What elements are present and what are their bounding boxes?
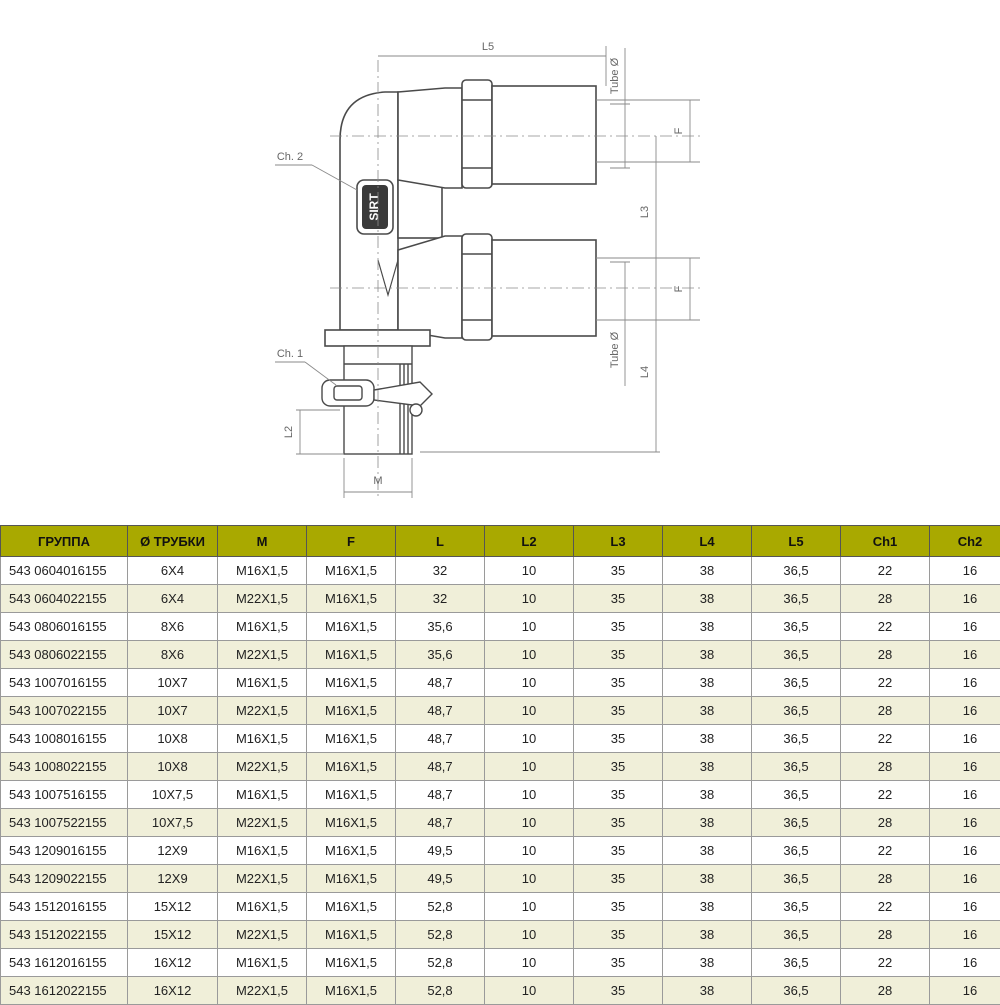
table-cell: M22X1,5 xyxy=(218,697,307,725)
table-cell: 543 1008016155 xyxy=(1,725,128,753)
table-cell: M22X1,5 xyxy=(218,977,307,1005)
table-cell: 16 xyxy=(930,669,1000,697)
table-cell: 10 xyxy=(485,725,574,753)
table-header-row xyxy=(1,526,1000,557)
table-cell: 16 xyxy=(930,557,1000,585)
table-cell: 48,7 xyxy=(396,753,485,781)
table-cell: 10X8 xyxy=(128,753,218,781)
table-cell: 48,7 xyxy=(396,669,485,697)
specification-table xyxy=(0,525,1000,1005)
table-cell: 16X12 xyxy=(128,949,218,977)
table-cell: 35,6 xyxy=(396,641,485,669)
brand-text: SIRT xyxy=(367,193,381,221)
table-cell: 22 xyxy=(841,669,930,697)
table-cell: 543 1007022155 xyxy=(1,697,128,725)
table-cell: M22X1,5 xyxy=(218,921,307,949)
table-cell: M16X1,5 xyxy=(218,837,307,865)
table-cell: 22 xyxy=(841,837,930,865)
table-cell: M16X1,5 xyxy=(307,865,396,893)
table-cell: 52,8 xyxy=(396,921,485,949)
table-cell: 10 xyxy=(485,893,574,921)
table-cell: 48,7 xyxy=(396,781,485,809)
table-cell: 543 1612022155 xyxy=(1,977,128,1005)
table-cell: 16 xyxy=(930,613,1000,641)
table-row xyxy=(1,921,1000,949)
table-cell: 15X12 xyxy=(128,921,218,949)
table-cell: 38 xyxy=(663,837,752,865)
table-cell: 36,5 xyxy=(752,837,841,865)
table-cell: 22 xyxy=(841,949,930,977)
label-tube-bottom: Tube Ø xyxy=(609,331,621,368)
table-cell: 10X8 xyxy=(128,725,218,753)
table-cell: M16X1,5 xyxy=(307,697,396,725)
table-cell: 16 xyxy=(930,725,1000,753)
table-cell: 22 xyxy=(841,725,930,753)
table-cell: 38 xyxy=(663,949,752,977)
table-cell: 543 1512016155 xyxy=(1,893,128,921)
table-cell: 16 xyxy=(930,781,1000,809)
bottom-nut xyxy=(462,234,596,340)
table-cell: 48,7 xyxy=(396,809,485,837)
table-cell: M16X1,5 xyxy=(307,557,396,585)
table-cell: M16X1,5 xyxy=(307,753,396,781)
table-cell: 38 xyxy=(663,753,752,781)
table-cell: 10X7,5 xyxy=(128,781,218,809)
table-cell: 28 xyxy=(841,809,930,837)
table-row xyxy=(1,865,1000,893)
label-ch2: Ch. 2 xyxy=(277,151,303,163)
table-cell: 16 xyxy=(930,585,1000,613)
label-tube-top: Tube Ø xyxy=(609,57,621,94)
table-cell: 48,7 xyxy=(396,697,485,725)
table-cell: 38 xyxy=(663,725,752,753)
table-cell: M16X1,5 xyxy=(218,557,307,585)
table-cell: 35 xyxy=(574,949,663,977)
table-row xyxy=(1,781,1000,809)
table-cell: 36,5 xyxy=(752,809,841,837)
table-cell: 22 xyxy=(841,781,930,809)
table-cell: 22 xyxy=(841,893,930,921)
table-cell: 28 xyxy=(841,585,930,613)
column-header: Ø ТРУБКИ xyxy=(128,526,218,557)
table-cell: 38 xyxy=(663,977,752,1005)
label-f-bottom: F xyxy=(673,285,685,292)
table-cell: 10X7 xyxy=(128,697,218,725)
label-l2: L2 xyxy=(283,426,295,438)
column-header: L5 xyxy=(752,526,841,557)
table-cell: 10 xyxy=(485,781,574,809)
table-cell: 16 xyxy=(930,641,1000,669)
table-cell: 36,5 xyxy=(752,669,841,697)
table-body xyxy=(1,557,1000,1005)
table-cell: 38 xyxy=(663,641,752,669)
table-row xyxy=(1,613,1000,641)
table-cell: 36,5 xyxy=(752,949,841,977)
table-cell: 35 xyxy=(574,697,663,725)
table-cell: 543 0604022155 xyxy=(1,585,128,613)
table-cell: 10 xyxy=(485,641,574,669)
table-row xyxy=(1,585,1000,613)
table-cell: 38 xyxy=(663,809,752,837)
table-cell: 36,5 xyxy=(752,613,841,641)
table-cell: 16 xyxy=(930,753,1000,781)
table-cell: 52,8 xyxy=(396,893,485,921)
table-cell: M22X1,5 xyxy=(218,641,307,669)
table-cell: 543 1512022155 xyxy=(1,921,128,949)
table-cell: 16 xyxy=(930,977,1000,1005)
label-m: M xyxy=(373,475,382,487)
table-cell: 38 xyxy=(663,585,752,613)
brand-badge xyxy=(357,180,393,234)
table-row xyxy=(1,837,1000,865)
table-cell: 52,8 xyxy=(396,977,485,1005)
table-cell: 10 xyxy=(485,977,574,1005)
table-row xyxy=(1,725,1000,753)
table-cell: 543 1007516155 xyxy=(1,781,128,809)
table-cell: 543 1007522155 xyxy=(1,809,128,837)
table-cell: M16X1,5 xyxy=(307,781,396,809)
table-cell: M16X1,5 xyxy=(307,725,396,753)
table-cell: 35 xyxy=(574,613,663,641)
table-cell: 28 xyxy=(841,641,930,669)
table-cell: 35 xyxy=(574,641,663,669)
table-cell: 36,5 xyxy=(752,725,841,753)
table-cell: 543 1007016155 xyxy=(1,669,128,697)
table-cell: 36,5 xyxy=(752,977,841,1005)
column-header: L4 xyxy=(663,526,752,557)
label-l4: L4 xyxy=(639,366,651,378)
table-row xyxy=(1,697,1000,725)
column-header: Ch1 xyxy=(841,526,930,557)
table-cell: 35 xyxy=(574,809,663,837)
table-cell: 38 xyxy=(663,697,752,725)
table-cell: 38 xyxy=(663,921,752,949)
column-header: M xyxy=(218,526,307,557)
label-ch1: Ch. 1 xyxy=(277,348,303,360)
table-cell: M22X1,5 xyxy=(218,809,307,837)
table-cell: 35 xyxy=(574,753,663,781)
table-cell: 16 xyxy=(930,809,1000,837)
table-cell: M22X1,5 xyxy=(218,865,307,893)
table-cell: 10X7,5 xyxy=(128,809,218,837)
column-header: F xyxy=(307,526,396,557)
table-cell: 49,5 xyxy=(396,837,485,865)
table-cell: M16X1,5 xyxy=(307,921,396,949)
table-cell: 12X9 xyxy=(128,837,218,865)
table-cell: 16X12 xyxy=(128,977,218,1005)
table-cell: 10X7 xyxy=(128,669,218,697)
table-cell: 543 0604016155 xyxy=(1,557,128,585)
table-cell: 8X6 xyxy=(128,613,218,641)
table-cell: 36,5 xyxy=(752,697,841,725)
table-cell: 35 xyxy=(574,669,663,697)
table-cell: 52,8 xyxy=(396,949,485,977)
table-cell: 36,5 xyxy=(752,585,841,613)
table-cell: 36,5 xyxy=(752,753,841,781)
table-row xyxy=(1,641,1000,669)
table-cell: M16X1,5 xyxy=(307,641,396,669)
table-cell: 36,5 xyxy=(752,893,841,921)
table-cell: 8X6 xyxy=(128,641,218,669)
table-cell: 36,5 xyxy=(752,921,841,949)
table-cell: M16X1,5 xyxy=(218,725,307,753)
table-cell: 10 xyxy=(485,865,574,893)
table-cell: 543 1209022155 xyxy=(1,865,128,893)
table-cell: 28 xyxy=(841,921,930,949)
table-cell: 543 0806022155 xyxy=(1,641,128,669)
column-header: ГРУППА xyxy=(1,526,128,557)
table-cell: M22X1,5 xyxy=(218,753,307,781)
table-cell: 49,5 xyxy=(396,865,485,893)
table-cell: 15X12 xyxy=(128,893,218,921)
table-cell: 38 xyxy=(663,557,752,585)
label-l3: L3 xyxy=(639,206,651,218)
column-header: L2 xyxy=(485,526,574,557)
label-l5: L5 xyxy=(482,41,494,53)
table-row xyxy=(1,753,1000,781)
column-header: Ch2 xyxy=(930,526,1000,557)
table-cell: 10 xyxy=(485,809,574,837)
table-cell: 10 xyxy=(485,697,574,725)
table-cell: 10 xyxy=(485,949,574,977)
table-cell: M16X1,5 xyxy=(218,669,307,697)
table-cell: 35 xyxy=(574,893,663,921)
table-cell: 35 xyxy=(574,725,663,753)
table-cell: M16X1,5 xyxy=(218,893,307,921)
table-cell: 28 xyxy=(841,697,930,725)
table-cell: 16 xyxy=(930,697,1000,725)
table-cell: 543 1008022155 xyxy=(1,753,128,781)
table-cell: 10 xyxy=(485,669,574,697)
table-cell: 543 0806016155 xyxy=(1,613,128,641)
table-cell: 35 xyxy=(574,865,663,893)
table-cell: 36,5 xyxy=(752,641,841,669)
table-cell: 38 xyxy=(663,893,752,921)
table-row xyxy=(1,949,1000,977)
table-cell: 35,6 xyxy=(396,613,485,641)
table-cell: 16 xyxy=(930,865,1000,893)
table-cell: 543 1612016155 xyxy=(1,949,128,977)
column-header: L xyxy=(396,526,485,557)
table-cell: 16 xyxy=(930,837,1000,865)
table-cell: 6X4 xyxy=(128,585,218,613)
table-cell: M16X1,5 xyxy=(218,613,307,641)
table-cell: 16 xyxy=(930,893,1000,921)
table-cell: 35 xyxy=(574,837,663,865)
table-row xyxy=(1,977,1000,1005)
table-cell: 10 xyxy=(485,753,574,781)
table-cell: 10 xyxy=(485,585,574,613)
table-cell: 35 xyxy=(574,921,663,949)
table-cell: M16X1,5 xyxy=(307,585,396,613)
table-cell: 35 xyxy=(574,585,663,613)
table-cell: 38 xyxy=(663,613,752,641)
table-cell: 38 xyxy=(663,781,752,809)
table-cell: 35 xyxy=(574,977,663,1005)
table-cell: 32 xyxy=(396,585,485,613)
table-cell: 38 xyxy=(663,669,752,697)
table-cell: 36,5 xyxy=(752,781,841,809)
column-header: L3 xyxy=(574,526,663,557)
table-cell: M16X1,5 xyxy=(307,669,396,697)
table-cell: 22 xyxy=(841,557,930,585)
table-cell: M16X1,5 xyxy=(307,837,396,865)
table-cell: M16X1,5 xyxy=(307,613,396,641)
table-cell: M16X1,5 xyxy=(218,949,307,977)
table-cell: 32 xyxy=(396,557,485,585)
table-cell: 28 xyxy=(841,753,930,781)
table-row xyxy=(1,809,1000,837)
table-cell: 10 xyxy=(485,557,574,585)
table-cell: M16X1,5 xyxy=(307,893,396,921)
table-cell: 28 xyxy=(841,977,930,1005)
table-cell: 36,5 xyxy=(752,865,841,893)
table-row xyxy=(1,557,1000,585)
table-cell: 10 xyxy=(485,921,574,949)
table-row xyxy=(1,893,1000,921)
table-cell: 10 xyxy=(485,837,574,865)
table-cell: 6X4 xyxy=(128,557,218,585)
table-cell: M16X1,5 xyxy=(307,809,396,837)
table-cell: 28 xyxy=(841,865,930,893)
table-cell: M22X1,5 xyxy=(218,585,307,613)
table-cell: M16X1,5 xyxy=(218,781,307,809)
table-cell: M16X1,5 xyxy=(307,949,396,977)
label-f-top: F xyxy=(673,127,685,134)
table-cell: 16 xyxy=(930,921,1000,949)
table-cell: M16X1,5 xyxy=(307,977,396,1005)
table-cell: 10 xyxy=(485,613,574,641)
table-cell: 12X9 xyxy=(128,865,218,893)
table-cell: 16 xyxy=(930,949,1000,977)
base-flange xyxy=(325,330,430,346)
table-row xyxy=(1,669,1000,697)
table-cell: 22 xyxy=(841,613,930,641)
table-cell: 38 xyxy=(663,865,752,893)
table-cell: 35 xyxy=(574,781,663,809)
table-cell: 543 1209016155 xyxy=(1,837,128,865)
top-nut xyxy=(462,80,596,188)
table-cell: 36,5 xyxy=(752,557,841,585)
table-cell: 35 xyxy=(574,557,663,585)
table-cell: 48,7 xyxy=(396,725,485,753)
